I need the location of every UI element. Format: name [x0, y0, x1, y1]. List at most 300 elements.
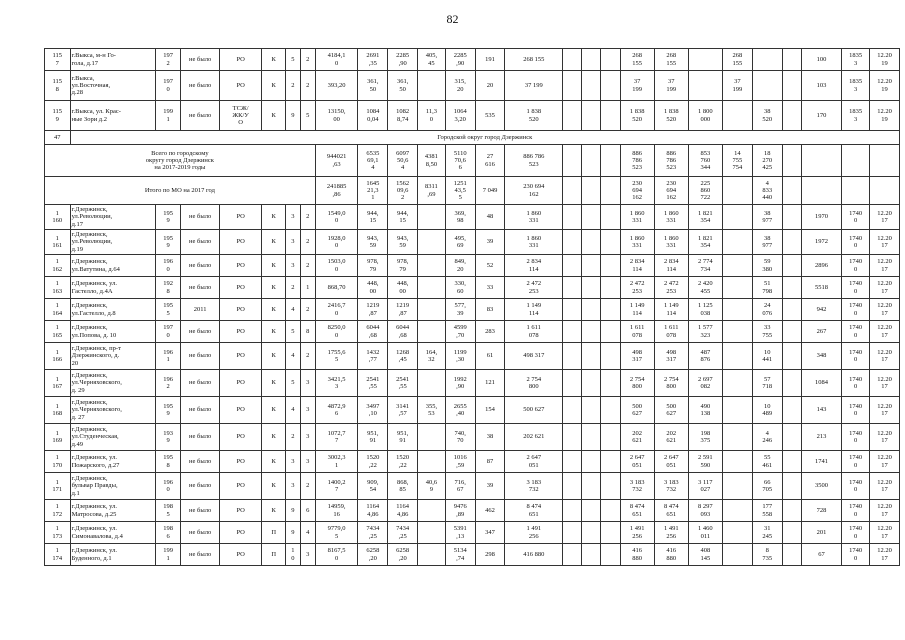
cell-b2: 268 155 [654, 49, 688, 71]
cell-k: К [262, 299, 285, 321]
cell-c1 [722, 544, 752, 566]
cell-t3 [601, 500, 620, 522]
cell-b3: 853 760 344 [688, 145, 722, 177]
cell-t3 [601, 473, 620, 500]
cell-t1 [563, 49, 582, 71]
cell-b1: 1 611 078 [620, 321, 654, 343]
cell-s3: 3141 ,57 [388, 397, 418, 424]
cell-b3: 408 145 [688, 544, 722, 566]
cell-c2 [752, 49, 782, 71]
cell-dt2: 12.20 17 [870, 299, 900, 321]
cell-cost: 500 627 [505, 397, 563, 424]
cell-c2: 38 977 [752, 230, 782, 255]
cell-repair: не было [181, 451, 219, 473]
cell-t3 [601, 370, 620, 397]
cell-addr: г.Дзержинск, ул. Симонавалова, д.4 [70, 522, 155, 544]
cell-dt2: 12.20 17 [870, 370, 900, 397]
cell-s3: 951, 91 [388, 424, 418, 451]
cell-no: 1 170 [45, 451, 71, 473]
cell-t3 [601, 145, 620, 177]
cell-b2: 2 834 114 [654, 255, 688, 277]
cell-s1: 4872,9 6 [315, 397, 358, 424]
cell-no: 1 163 [45, 277, 71, 299]
cell-s2: 3497 ,10 [358, 397, 388, 424]
cell-c3 [782, 500, 801, 522]
cell-e: 2 [300, 49, 315, 71]
cell-year: 197 2 [155, 49, 181, 71]
cell-c2: 59 380 [752, 255, 782, 277]
cell-c3 [782, 101, 801, 131]
cell-t2 [582, 473, 601, 500]
cell-dt2: 12.20 17 [870, 343, 900, 370]
cell-e: 3 [300, 544, 315, 566]
cell-s1: 1400,2 7 [315, 473, 358, 500]
cell-mat: ТСЖ/ ЖК/У О [219, 101, 262, 131]
table-row [45, 544, 900, 566]
cell-b1: 230 694 162 [620, 177, 654, 205]
cell-addr: г.Дзержинск, ул.Студенческая, д.49 [70, 424, 155, 451]
cell-s4 [418, 451, 446, 473]
cell-s4: 11,3 0 [418, 101, 446, 131]
cell-k: К [262, 473, 285, 500]
cell-c1 [722, 522, 752, 544]
cell-area: 1970 [801, 205, 842, 230]
cell-s4 [418, 277, 446, 299]
cell-n: 61 [475, 343, 505, 370]
cell-b2: 2 754 800 [654, 370, 688, 397]
cell-s4 [418, 500, 446, 522]
cell-t2 [582, 424, 601, 451]
cell-repair: не было [181, 71, 219, 101]
cell-b2: 230 694 162 [654, 177, 688, 205]
cell-b1: 1 860 331 [620, 205, 654, 230]
cell-t2 [582, 101, 601, 131]
cell-t1 [563, 205, 582, 230]
cell-b3: 3 117 027 [688, 473, 722, 500]
cell-f: 1 0 [285, 544, 300, 566]
cell-t2 [582, 544, 601, 566]
cell-n: 52 [475, 255, 505, 277]
cell-mat: РО [219, 473, 262, 500]
cell-area: 1972 [801, 230, 842, 255]
cell-year: 198 5 [155, 500, 181, 522]
cell-area [801, 177, 842, 205]
table-row [45, 230, 900, 255]
cell-e: 2 [300, 299, 315, 321]
cell-c3 [782, 230, 801, 255]
cell-c3 [782, 451, 801, 473]
cell-e: 2 [300, 230, 315, 255]
cell-c3 [782, 299, 801, 321]
cell-s5: 1064 3,20 [445, 101, 475, 131]
table-row [45, 49, 900, 71]
cell-s3: 1082 8,74 [388, 101, 418, 131]
cell-n: 87 [475, 451, 505, 473]
cell-t1 [563, 277, 582, 299]
cell-repair: не было [181, 321, 219, 343]
cell-b2: 1 491 256 [654, 522, 688, 544]
cell-b1: 2 472 253 [620, 277, 654, 299]
cell-b3: 8 297 093 [688, 500, 722, 522]
cell-n: 7 049 [475, 177, 505, 205]
cell-c2: 66 705 [752, 473, 782, 500]
cell-e: 2 [300, 343, 315, 370]
cell-e: 3 [300, 424, 315, 451]
cell-s4 [418, 230, 446, 255]
cell-no: 1 168 [45, 397, 71, 424]
cell-c3 [782, 544, 801, 566]
cell-s1: 944021 ,63 [315, 145, 358, 177]
cell-t1 [563, 473, 582, 500]
cell-cost: 498 317 [505, 343, 563, 370]
cell-repair: не было [181, 397, 219, 424]
cell-mat: РО [219, 522, 262, 544]
cell-area: 2896 [801, 255, 842, 277]
cell-area: 100 [801, 49, 842, 71]
cell-b1: 416 880 [620, 544, 654, 566]
cell-repair: не было [181, 343, 219, 370]
table-row [45, 473, 900, 500]
cell-dt1: 1740 0 [842, 277, 870, 299]
cell-e: 4 [300, 522, 315, 544]
cell-dt2: 12.20 17 [870, 230, 900, 255]
cell-t3 [601, 522, 620, 544]
cell-s1: 13150, 00 [315, 101, 358, 131]
cell-t2 [582, 145, 601, 177]
cell-year: 193 9 [155, 424, 181, 451]
cell-year: 196 2 [155, 370, 181, 397]
cell-c1 [722, 343, 752, 370]
cell-b2: 500 627 [654, 397, 688, 424]
cell-dt1: 1740 0 [842, 230, 870, 255]
cell-dt2: 12.20 17 [870, 397, 900, 424]
cell-dt2: 12.20 19 [870, 71, 900, 101]
cell-b2: 8 474 651 [654, 500, 688, 522]
cell-s1: 241885 ,86 [315, 177, 358, 205]
cell-s4: 405, 45 [418, 49, 446, 71]
cell-s3: 448, 00 [388, 277, 418, 299]
cell-b2: 498 317 [654, 343, 688, 370]
cell-repair: не было [181, 49, 219, 71]
cell-s2: 909, 54 [358, 473, 388, 500]
cell-b1: 2 754 800 [620, 370, 654, 397]
cell-f: 5 [285, 49, 300, 71]
cell-f: 2 [285, 424, 300, 451]
table-row [45, 101, 900, 131]
cell-s2: 951, 91 [358, 424, 388, 451]
cell-s5: 1992 ,90 [445, 370, 475, 397]
cell-addr: г.Выкса, ул. Крас- ные Зори д.2 [70, 101, 155, 131]
cell-c3 [782, 343, 801, 370]
cell-s1: 1755,6 5 [315, 343, 358, 370]
cell-t3 [601, 255, 620, 277]
cell-s2: 2691 ,35 [358, 49, 388, 71]
cell-mat: РО [219, 49, 262, 71]
cell-b1: 1 838 520 [620, 101, 654, 131]
cell-e: 2 [300, 255, 315, 277]
cell-s2: 1645 21,3 1 [358, 177, 388, 205]
cell-no: 115 9 [45, 101, 71, 131]
cell-s4: 355, 53 [418, 397, 446, 424]
cell-t2 [582, 71, 601, 101]
cell-addr: г.Дзержинск, ул.Черняховского, д. 27 [70, 397, 155, 424]
cell-e: 2 [300, 473, 315, 500]
cell-dt1: 1740 0 [842, 255, 870, 277]
cell-t3 [601, 230, 620, 255]
cell-cost: 1 838 520 [505, 101, 563, 131]
cell-b2: 416 880 [654, 544, 688, 566]
cell-s2: 1432 ,77 [358, 343, 388, 370]
cell-s2: 1084 0,04 [358, 101, 388, 131]
cell-mat: РО [219, 230, 262, 255]
cell-dt1: 1740 0 [842, 397, 870, 424]
cell-s5: 4599 ,70 [445, 321, 475, 343]
cell-n: 83 [475, 299, 505, 321]
cell-dt2: 12.20 19 [870, 101, 900, 131]
cell-year: 195 9 [155, 230, 181, 255]
table-row [45, 522, 900, 544]
cell-b1: 1 149 114 [620, 299, 654, 321]
cell-s2: 6258 ,20 [358, 544, 388, 566]
cell-t2 [582, 397, 601, 424]
cell-b3: 2 697 082 [688, 370, 722, 397]
cell-repair: не было [181, 255, 219, 277]
cell-dt1: 1740 0 [842, 500, 870, 522]
cell-addr: г.Дзержинск, пр-т Дзержинского, д. 20 [70, 343, 155, 370]
cell-area: 3500 [801, 473, 842, 500]
cell-t2 [582, 230, 601, 255]
cell-t1 [563, 101, 582, 131]
cell-mat: РО [219, 205, 262, 230]
cell-b3: 198 375 [688, 424, 722, 451]
cell-s2: 6044 ,68 [358, 321, 388, 343]
cell-t1 [563, 544, 582, 566]
cell-n: 191 [475, 49, 505, 71]
cell-c1 [722, 500, 752, 522]
cell-dt1: 1740 0 [842, 424, 870, 451]
cell-t1 [563, 255, 582, 277]
cell-year: 195 9 [155, 205, 181, 230]
cell-dt1: 1740 0 [842, 205, 870, 230]
cell-f: 5 [285, 370, 300, 397]
cell-cost: 230 694 162 [505, 177, 563, 205]
cell-s3: 361, 50 [388, 71, 418, 101]
cell-area: 213 [801, 424, 842, 451]
cell-t1 [563, 71, 582, 101]
cell-s2: 943, 59 [358, 230, 388, 255]
cell-t3 [601, 451, 620, 473]
cell-t1 [563, 343, 582, 370]
cell-c2 [752, 71, 782, 101]
cell-n: 20 [475, 71, 505, 101]
cell-b1: 3 183 732 [620, 473, 654, 500]
table-row [45, 424, 900, 451]
cell-repair: не было [181, 101, 219, 131]
cell-s1: 4184,1 0 [315, 49, 358, 71]
cell-t3 [601, 397, 620, 424]
cell-repair: не было [181, 424, 219, 451]
cell-c1: 37 199 [722, 71, 752, 101]
cell-k: К [262, 205, 285, 230]
cell-t3 [601, 299, 620, 321]
cell-e: 5 [300, 101, 315, 131]
cell-b1: 1 491 256 [620, 522, 654, 544]
cell-s1: 9779,0 5 [315, 522, 358, 544]
cell-s2: 944, 15 [358, 205, 388, 230]
cell-b3: 2 774 734 [688, 255, 722, 277]
cell-c3 [782, 71, 801, 101]
table-row [45, 321, 900, 343]
cell-k: К [262, 277, 285, 299]
cell-b1: 37 199 [620, 71, 654, 101]
cell-s1: 868,70 [315, 277, 358, 299]
cell-t3 [601, 544, 620, 566]
cell-s3: 2541 ,55 [388, 370, 418, 397]
cell-f: 2 [285, 277, 300, 299]
cell-t3 [601, 177, 620, 205]
cell-c1 [722, 424, 752, 451]
cell-c1 [722, 321, 752, 343]
cell-s5: 2285 ,90 [445, 49, 475, 71]
cell-t2 [582, 343, 601, 370]
cell-s1: 8250,0 0 [315, 321, 358, 343]
cell-cost: 2 647 051 [505, 451, 563, 473]
cell-b3: 2 420 455 [688, 277, 722, 299]
cell-repair: не было [181, 473, 219, 500]
cell-t3 [601, 424, 620, 451]
cell-dt1: 1740 0 [842, 370, 870, 397]
cell-f: 3 [285, 205, 300, 230]
cell-b3: 1 800 000 [688, 101, 722, 131]
cell-cost: 886 786 523 [505, 145, 563, 177]
cell-dt2: 12.20 17 [870, 451, 900, 473]
cell-s1: 1072,7 7 [315, 424, 358, 451]
cell-no: 1 169 [45, 424, 71, 451]
cell-mat: РО [219, 451, 262, 473]
cell-no: 1 167 [45, 370, 71, 397]
cell-cost: 8 474 651 [505, 500, 563, 522]
cell-dt2: 12.20 17 [870, 522, 900, 544]
cell-cost: 268 155 [505, 49, 563, 71]
cell-n: 27 616 [475, 145, 505, 177]
cell-s5: 1016 ,59 [445, 451, 475, 473]
summary-label: Всего по городскому округу город Дзержинск на 2017-2019 годы [45, 145, 316, 177]
cell-f: 4 [285, 299, 300, 321]
cell-s4 [418, 299, 446, 321]
cell-b2: 3 183 732 [654, 473, 688, 500]
cell-t2 [582, 451, 601, 473]
cell-n: 283 [475, 321, 505, 343]
cell-c3 [782, 522, 801, 544]
region-number: 47 [45, 131, 71, 145]
cell-area: 170 [801, 101, 842, 131]
cell-t2 [582, 522, 601, 544]
cell-dt1: 1835 3 [842, 71, 870, 101]
cell-area: 67 [801, 544, 842, 566]
table-row [45, 451, 900, 473]
cell-b1: 2 834 114 [620, 255, 654, 277]
cell-addr: г.Дзержинск, ул. Буденного, д.1 [70, 544, 155, 566]
region-row [45, 131, 900, 145]
cell-dt1: 1740 0 [842, 451, 870, 473]
page-number: 82 [446, 12, 459, 26]
cell-t3 [601, 205, 620, 230]
cell-dt2: 12.20 17 [870, 424, 900, 451]
cell-s5: 849, 20 [445, 255, 475, 277]
cell-c2: 18 270 425 [752, 145, 782, 177]
cell-b1: 886 786 523 [620, 145, 654, 177]
cell-c3 [782, 205, 801, 230]
summary-row [45, 145, 900, 177]
cell-b3: 225 860 722 [688, 177, 722, 205]
cell-c3 [782, 277, 801, 299]
table-row [45, 343, 900, 370]
cell-cost: 202 621 [505, 424, 563, 451]
cell-dt2: 12.20 17 [870, 544, 900, 566]
cell-area: 1741 [801, 451, 842, 473]
cell-area: 201 [801, 522, 842, 544]
cell-s4: 164, 32 [418, 343, 446, 370]
cell-c2: 38 977 [752, 205, 782, 230]
cell-s3: 868, 85 [388, 473, 418, 500]
cell-dt2: 12.20 17 [870, 277, 900, 299]
cell-area: 267 [801, 321, 842, 343]
cell-t3 [601, 321, 620, 343]
cell-t1 [563, 321, 582, 343]
cell-cost: 37 199 [505, 71, 563, 101]
cell-k: П [262, 522, 285, 544]
cell-no: 1 164 [45, 299, 71, 321]
cell-s5: 5391 ,13 [445, 522, 475, 544]
cell-b3: 1 821 354 [688, 230, 722, 255]
cell-c2: 38 520 [752, 101, 782, 131]
cell-k: К [262, 71, 285, 101]
cell-b1: 202 621 [620, 424, 654, 451]
cell-t2 [582, 277, 601, 299]
cell-repair: не было [181, 500, 219, 522]
cell-no: 1 171 [45, 473, 71, 500]
cell-mat: РО [219, 71, 262, 101]
cell-e: 3 [300, 397, 315, 424]
cell-t2 [582, 370, 601, 397]
cell-t2 [582, 299, 601, 321]
cell-n: 347 [475, 522, 505, 544]
cell-cost: 1 860 331 [505, 205, 563, 230]
cell-s4 [418, 71, 446, 101]
cell-year: 198 6 [155, 522, 181, 544]
top-rows [45, 49, 900, 131]
cell-n: 121 [475, 370, 505, 397]
cell-area: 5518 [801, 277, 842, 299]
cell-b1: 2 647 051 [620, 451, 654, 473]
cell-b3: 1 577 323 [688, 321, 722, 343]
cell-cost: 2 834 114 [505, 255, 563, 277]
cell-s5: 9476 ,89 [445, 500, 475, 522]
cell-s5: 1199 ,30 [445, 343, 475, 370]
region-section [45, 131, 900, 145]
table-row [45, 205, 900, 230]
cell-b2: 1 149 114 [654, 299, 688, 321]
cell-f: 3 [285, 473, 300, 500]
cell-c3 [782, 424, 801, 451]
cell-f: 4 [285, 343, 300, 370]
cell-c1 [722, 299, 752, 321]
cell-mat: РО [219, 343, 262, 370]
cell-year: 195 5 [155, 299, 181, 321]
cell-c3 [782, 397, 801, 424]
cell-t1 [563, 177, 582, 205]
cell-c1 [722, 370, 752, 397]
